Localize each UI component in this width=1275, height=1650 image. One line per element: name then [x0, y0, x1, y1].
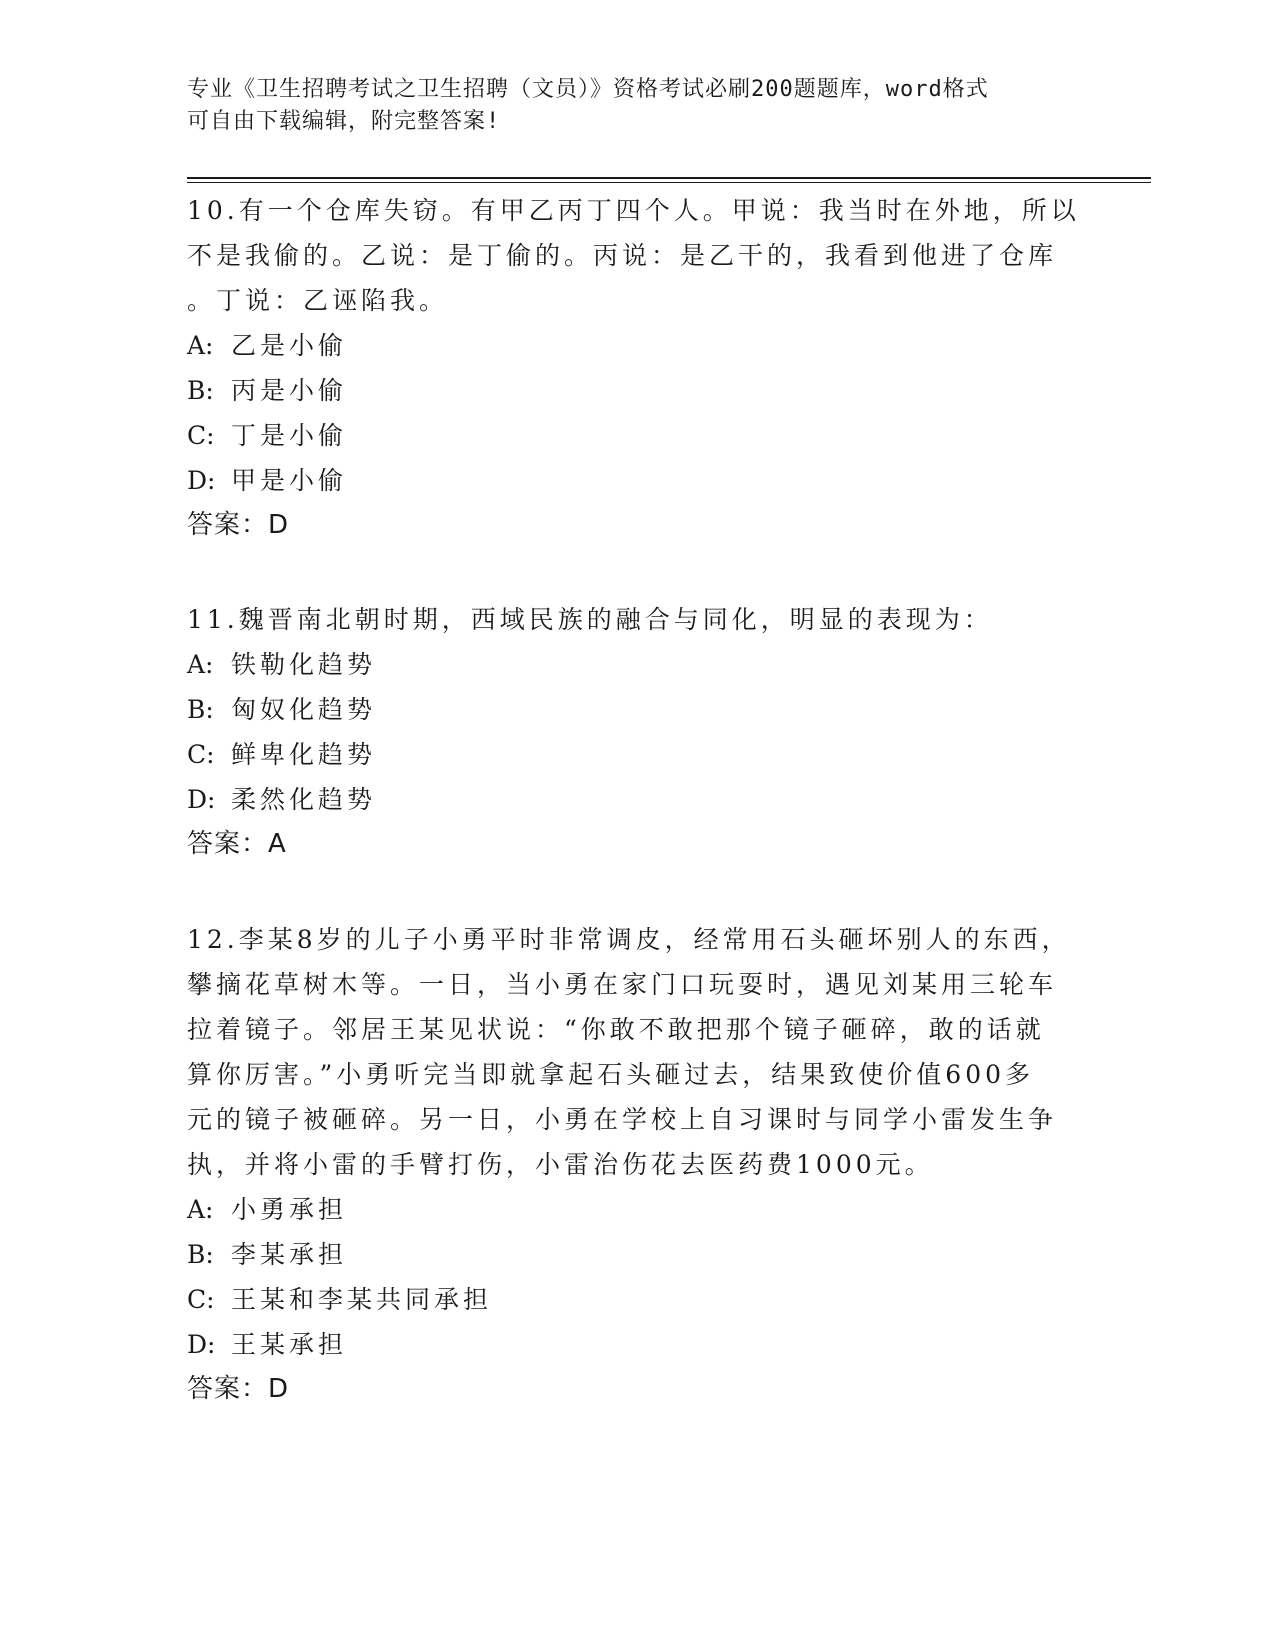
- question-11: [187, 597, 1087, 867]
- option-key: D:: [187, 785, 216, 814]
- option-text: 鲜卑化趋势: [231, 740, 377, 769]
- header-divider-thick: [187, 177, 1151, 179]
- option-key: B:: [187, 1240, 214, 1269]
- stem-line: 。丁说：乙诬陷我。: [187, 286, 449, 315]
- option-d: [187, 1322, 1087, 1367]
- option-text: 王某承担: [231, 1330, 348, 1359]
- stem-line: 拉着镜子。邻居王某见状说：“你敢不敢把那个镜子砸碎，敢的话就: [187, 1015, 1045, 1044]
- stem-line: 不是我偷的。乙说：是丁偷的。丙说：是乙干的，我看到他进了仓库: [187, 241, 1058, 270]
- option-key: C:: [187, 740, 215, 769]
- option-text: 丙是小偷: [231, 376, 348, 405]
- option-c: [187, 1277, 1087, 1322]
- option-key: A:: [187, 650, 214, 679]
- option-text: 李某承担: [231, 1240, 348, 1269]
- stem-line: 10.有一个仓库失窃。有甲乙丙丁四个人。甲说：我当时在外地，所以: [187, 196, 1080, 225]
- option-key: C:: [187, 1285, 215, 1314]
- question-stem: [187, 597, 1087, 642]
- answer: 答案：D: [187, 1374, 290, 1404]
- option-d: [187, 777, 1087, 822]
- stem-line: 攀摘花草树木等。一日，当小勇在家门口玩耍时，遇见刘某用三轮车: [187, 970, 1058, 999]
- stem-line: 12.李某8岁的儿子小勇平时非常调皮，经常用石头砸坏别人的东西，: [187, 925, 1071, 954]
- header-title-line-2: 可自由下载编辑，附完整答案!: [187, 109, 501, 134]
- option-key: B:: [187, 695, 214, 724]
- question-stem: [187, 188, 1087, 323]
- option-b: [187, 687, 1087, 732]
- stem-line: 元的镜子被砸碎。另一日，小勇在学校上自习课时与同学小雷发生争: [187, 1105, 1058, 1134]
- option-text: 铁勒化趋势: [231, 650, 377, 679]
- option-text: 柔然化趋势: [231, 785, 377, 814]
- option-c: [187, 732, 1087, 777]
- option-text: 甲是小偷: [231, 466, 348, 495]
- question-stem: [187, 917, 1087, 1187]
- option-a: [187, 1187, 1087, 1232]
- option-key: B:: [187, 376, 214, 405]
- option-text: 丁是小偷: [231, 421, 348, 450]
- stem-line: 11.魏晋南北朝时期，西域民族的融合与同化，明显的表现为：: [187, 605, 993, 634]
- option-a: [187, 642, 1087, 687]
- option-b: [187, 368, 1087, 413]
- answer: 答案：D: [187, 510, 290, 540]
- document-header: [187, 74, 1087, 138]
- question-12: [187, 917, 1087, 1412]
- answer: 答案：A: [187, 829, 287, 859]
- option-key: A:: [187, 1195, 214, 1224]
- question-10: [187, 188, 1087, 548]
- option-b: [187, 1232, 1087, 1277]
- option-key: A:: [187, 331, 214, 360]
- option-text: 匈奴化趋势: [231, 695, 377, 724]
- stem-line: 执，并将小雷的手臂打伤，小雷治伤花去医药费1000元。: [187, 1150, 934, 1179]
- option-text: 小勇承担: [231, 1195, 348, 1224]
- option-c: [187, 413, 1087, 458]
- option-text: 王某和李某共同承担: [231, 1285, 493, 1314]
- header-title-line-1: 专业《卫生招聘考试之卫生招聘（文员）》资格考试必刷200题题库，word格式: [187, 77, 989, 102]
- option-key: D:: [187, 466, 216, 495]
- option-text: 乙是小偷: [231, 331, 348, 360]
- option-key: C:: [187, 421, 215, 450]
- stem-line: 算你厉害。”小勇听完当即就拿起石头砸过去，结果致使价值600多: [187, 1060, 1035, 1089]
- option-key: D:: [187, 1330, 216, 1359]
- option-d: [187, 458, 1087, 503]
- option-a: [187, 323, 1087, 368]
- header-divider-thin: [187, 182, 1151, 183]
